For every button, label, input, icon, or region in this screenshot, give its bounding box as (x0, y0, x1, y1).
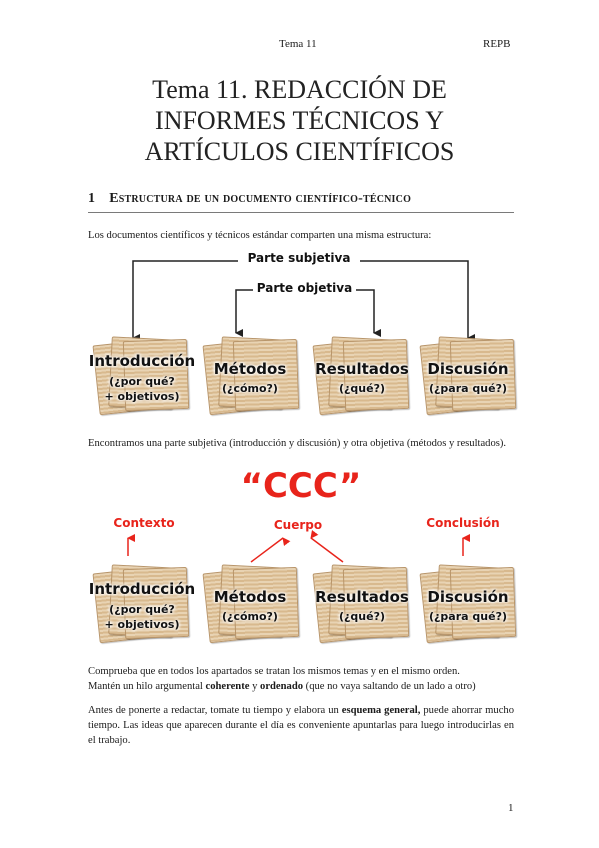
label-metodos: Métodos (213, 360, 287, 378)
label-cuerpo: Cuerpo (273, 518, 323, 532)
paragraph-line: Mantén un hilo argumental coherente y ordenado (que no vaya saltando de un lado a otro) (88, 681, 476, 692)
label-contexto: Contexto (113, 516, 175, 530)
label-resultados: Resultados (315, 588, 409, 606)
title-line: Tema 11. REDACCIÓN DE (152, 75, 447, 104)
ccc-figure (88, 466, 514, 652)
bold-coherente: coherente (205, 681, 250, 692)
label-metodos: Métodos (213, 588, 287, 606)
section-rule (88, 212, 514, 213)
title-line: ARTÍCULOS CIENTÍFICOS (144, 137, 455, 166)
section-heading (88, 191, 411, 207)
paragraph: Antes de ponerte a redactar, tomate tu tiempo y elabora un esquema general, puede ahorrar mucho tiempo. Las ideas que aparecen durante el día es conveniente apuntarlas para luego introducirlas en el trabajo. (88, 705, 515, 746)
ccc-title: “CCC” (240, 466, 362, 506)
label-metodos-sub: (¿cómo?) (222, 610, 278, 623)
structure-figure (88, 248, 514, 418)
title-line: INFORMES TÉCNICOS Y (155, 106, 444, 135)
paragraph: Los documentos científicos y técnicos estándar comparten una misma estructura: (88, 230, 432, 241)
label-discusion: Discusión (427, 588, 509, 606)
label-resultados: Resultados (315, 360, 409, 378)
header-author: REPB (483, 38, 511, 50)
label-conclusion: Conclusión (426, 516, 500, 530)
label-discusion: Discusión (427, 360, 509, 378)
label-metodos-sub: (¿cómo?) (222, 382, 278, 395)
label-resultados-sub: (¿qué?) (339, 610, 385, 623)
label-introduccion: Introducción (88, 580, 196, 598)
section-number: 1 (88, 191, 96, 206)
bold-esquema: esquema general, (341, 705, 421, 716)
label-discusion-sub: (¿para qué?) (429, 610, 507, 623)
paragraph-line: Comprueba que en todos los apartados se tratan los mismos temas y en el mismo orden. (88, 666, 460, 677)
label-discusion-sub: (¿para qué?) (429, 382, 507, 395)
section-title: Estructura de un documento científico-técnico (109, 191, 412, 206)
paragraph (88, 664, 514, 694)
paragraph: Encontramos una parte subjetiva (introducción y discusión) y otra objetiva (métodos y resultados). (88, 438, 507, 449)
label-introduccion-sub: (¿por qué? (109, 375, 175, 388)
label-parte-subjetiva: Parte subjetiva (247, 251, 351, 265)
header-title: Tema 11 (279, 38, 317, 50)
label-introduccion-sub: (¿por qué? (109, 603, 175, 616)
page-number: 1 (508, 802, 514, 814)
label-introduccion: Introducción (88, 352, 196, 370)
label-parte-objetiva: Parte objetiva (256, 281, 353, 295)
label-introduccion-sub2: + objetivos) (104, 618, 180, 631)
label-introduccion-sub2: + objetivos) (104, 390, 180, 403)
page-title (0, 74, 599, 167)
bold-ordenado: ordenado (260, 681, 304, 692)
label-resultados-sub: (¿qué?) (339, 382, 385, 395)
